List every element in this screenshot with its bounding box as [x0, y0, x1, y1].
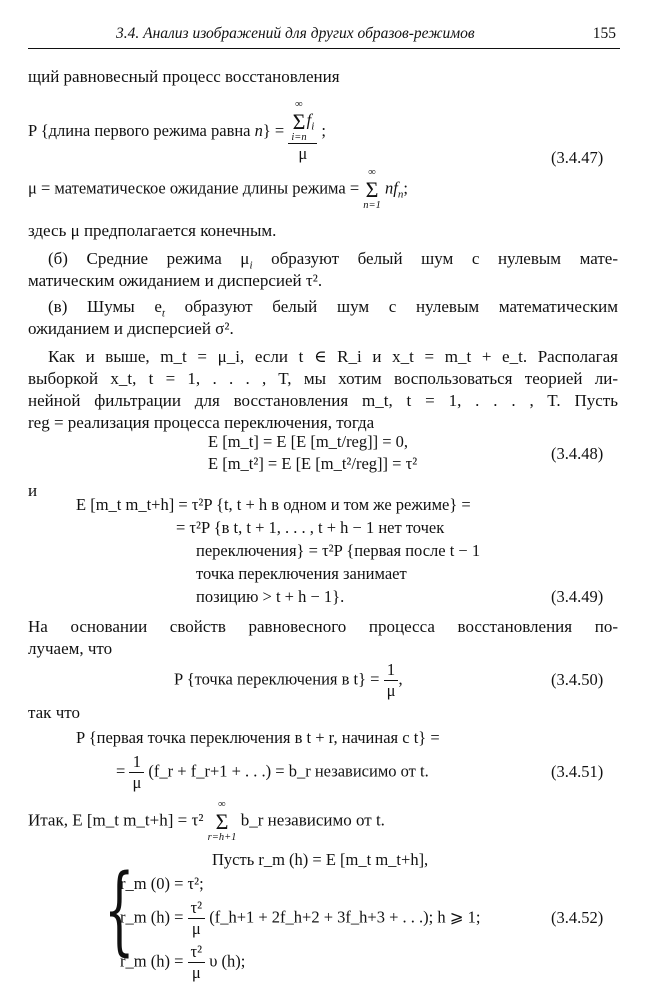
fraction: $\frac{\text{τ²}}{\mu}$ [188, 898, 206, 939]
equation-3-4-52-line2: r_m (h) = $\frac{\text{τ²}}{\mu}$ (f_h+1 + 2f_h+2 + 3f_h+3 + . . .); h ⩾ 1; [120, 898, 481, 938]
fraction: $\frac{\text{τ²}}{\mu}$ [188, 942, 206, 983]
fraction: ∞ Σ i=n $f_i$ μ [288, 100, 317, 164]
eq-text: } = [262, 120, 285, 140]
sum-symbol: ∞ Σ r=h+1 [207, 799, 237, 843]
equation-3-4-51-line1: P {первая точка переключения в t + r, начиная с t} = [76, 728, 440, 747]
equation-number: (3.4.50) [551, 670, 604, 689]
paragraph-main: Как и выше, m_t = μ_i, если t ∈ R_i и x_t = m_t + e_t. Располагая выборкой x_t, t = 1, . . . , T, мы хотим воспользоваться теорией ли- нейной фильтрации для восстановления m_t, t = 1, . . . , T. Пусть reg = реализация процесса переключения, тогда [28, 347, 618, 432]
page-number: 155 [592, 25, 616, 42]
equation-itak: Итак, E [m_t m_t+h] = τ² ∞ Σ r=h+1 b_r независимо от t. [28, 799, 385, 843]
equation-3-4-49-line3: переключения} = τ²P {первая после t − 1 [196, 541, 481, 560]
paragraph-v: (в) Шумы $e_t$ образуют белый шум с нулевым математическим ожиданием и дисперсией σ². [28, 297, 618, 338]
equation-number: (3.4.49) [551, 587, 604, 606]
text-line: и [28, 481, 38, 500]
equation-3-4-50: P {точка переключения в t} = $\frac{1}{\mu}$ , [174, 660, 403, 700]
header-title: 3.4. Анализ изображений для других образов-режимов [116, 25, 475, 42]
text-line: так что [28, 703, 80, 722]
equation-3-4-48-line2: E [m_t²] = E [E [m_t²/reg]] = τ² [208, 454, 418, 473]
equation-3-4-47: P {длина первого режима равна n} = ∞ Σ i=n $f_i$ μ ; [28, 99, 327, 163]
equation-number: (3.4.52) [551, 908, 604, 927]
text-line: здесь μ предполагается конечным. [28, 221, 277, 240]
equation-3-4-49-line2: = τ²P {в t, t + 1, . . . , t + h − 1 нет точек [176, 518, 445, 537]
equation-number: (3.4.51) [551, 762, 604, 781]
eq-text: P {длина первого режима равна [28, 120, 255, 140]
equation-3-4-52-line1: r_m (0) = τ²; [120, 874, 204, 893]
left-brace: { [104, 854, 135, 966]
sum-symbol: ∞ Σ n=1 [363, 167, 381, 211]
equation-mu: μ = математическое ожидание длины режима = ∞ Σ n=1 $nf_n$; [28, 167, 408, 211]
equation-3-4-51-line2: = $\frac{1}{\mu}$ (f_r + f_r+1 + . . .) = b_r независимо от t. [116, 752, 429, 792]
fraction: $\frac{1}{\mu}$ [129, 752, 144, 793]
paragraph-q: На основании свойств равновесного процесса восстановления по- лучаем, что [28, 617, 618, 658]
equation-3-4-52-line3: r_m (h) = $\frac{\text{τ²}}{\mu}$ υ (h); [120, 942, 246, 982]
equation-number: (3.4.48) [551, 444, 604, 463]
equation-number: (3.4.47) [551, 148, 604, 167]
sum-symbol: ∞ Σ i=n [291, 99, 307, 143]
text-line: щий равновесный процесс восстановления [28, 67, 340, 86]
equation-3-4-48-line1: E [m_t] = E [E [m_t/reg]] = 0, [208, 432, 409, 451]
equation-3-4-49-line1: E [m_t m_t+h] = τ²P {t, t + h в одном и том же режиме} = [76, 495, 471, 514]
equation-3-4-49-line5: позицию > t + h − 1}. [196, 587, 345, 606]
paragraph-b: (б) Средние режима $\mu_i$ образуют белый шум с нулевым мате- матическим ожиданием и дисперсией τ². [28, 249, 619, 290]
equation-3-4-49-line4: точка переключения занимает [196, 564, 407, 583]
running-header [28, 20, 620, 49]
equation-pust: Пусть r_m (h) = E [m_t m_t+h], [212, 850, 429, 869]
fraction: $\frac{1}{\mu}$ [384, 660, 399, 701]
